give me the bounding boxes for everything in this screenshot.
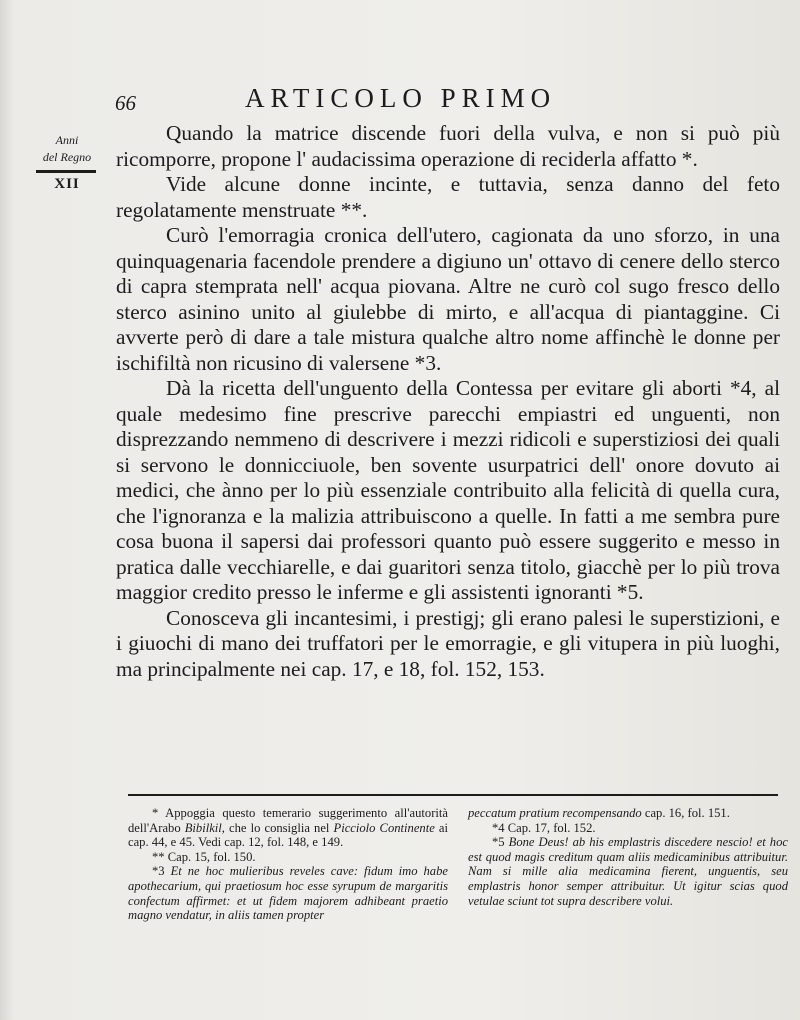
footnote-3-continued: peccatum pratium recompensando cap. 16, fol. 151. bbox=[468, 806, 730, 820]
paragraph: Conosceva gli incantesimi, i prestigj; gli erano palesi le superstizioni, e i giuochi di mano dei truffatori per le emorragie, e gli vitupera in più luoghi, ma principalmente nei cap. 17, e 18, fol. 152, 153. bbox=[116, 605, 780, 681]
footnote-5: *5 Bone Deus! ab his emplastris discedere nescio! et hoc est quod magis creditum quam aliis medicaminibus attribuitur. Nam si mille alia medicamina fierent, unguentis, seu emplastris honor semper attribuitur. Ut igitur scias quod vetulae sciunt tot supra describere volui. bbox=[468, 835, 788, 908]
footnote-2: ** Cap. 15, fol. 150. bbox=[152, 849, 256, 864]
margin-note-line-2: del Regno bbox=[42, 150, 92, 164]
main-text bbox=[116, 121, 780, 682]
paragraph: Dà la ricetta dell'unguento della Contessa per evitare gli aborti *4, al quale medesimo fine prescrive parecchi empiastri ed unguenti, non disprezzando nemmeno di descrivere i mezzi ridicoli e superstiziosi dei quali si servono le donnicciuole, ben sovente usurpatrici dell' onore dovuto ai medici, che ànno per lo più essenziale contribuito alla felicità di quella cura, che l'ignoranza e la malizia attribuiscono a quelle. In fatti a me sembra pure cosa buona il sapersi dai professori quanto può essere suggerito e messo in pratica dalle vecchiarelle, e dai guaritori senza titolo, giacchè per lo più trova maggior credito presso le inferme e gli assistenti ignoranti *5. bbox=[116, 376, 780, 604]
footnote-4: *4 Cap. 17, fol. 152. bbox=[492, 820, 596, 835]
running-head: ARTICOLO PRIMO bbox=[245, 83, 557, 113]
page-header bbox=[0, 83, 800, 119]
footnote-1: * Appoggia questo temerario suggerimento all'autorità dell'Arabo Bibilkil, che lo consiglia nel Picciolo Continente ai cap. 44, e 45. Vedi cap. 12, fol. 148, e 149. bbox=[128, 806, 448, 850]
paragraph: Curò l'emorragia cronica dell'utero, cagionata da uno sforzo, in una quinquagenaria facendole prendere a digiuno un' ottavo di cenere dello sterco di capra stemprata nell' acqua piovana. Altre ne curò col sugo fresco dello sterco asinino unito al giulebbe di mirto, e all'acqua di piantaggine. Ci avverte però di dare a tale mistura qualche altro nome affinchè le donne per ischifiltà non ricusino di valersene *3. bbox=[116, 223, 780, 375]
page-number: 66 bbox=[115, 91, 136, 115]
margin-rule bbox=[36, 170, 96, 173]
margin-year-numeral: XII bbox=[54, 176, 80, 192]
footnotes bbox=[128, 806, 788, 923]
margin-note-line-1: Anni bbox=[55, 133, 79, 147]
footnote-divider bbox=[128, 794, 778, 796]
footnotes-right-column bbox=[468, 806, 788, 923]
margin-note bbox=[28, 132, 106, 193]
footnotes-left-column bbox=[128, 806, 448, 923]
footnote-3: *3 Et ne hoc mulieribus reveles cave: fidum imo habe apothecarium, qui praetiosum hoc esse syrupum de margaritis confectum affirmet: et ut fidem majorem adhibeant praetio magno vendatur, in aliis tamen propter bbox=[128, 864, 448, 923]
paragraph: Quando la matrice discende fuori della vulva, e non si può più ricomporre, propone l' audacissima operazione di reciderla affatto *. bbox=[116, 121, 780, 171]
paragraph: Vide alcune donne incinte, e tuttavia, senza danno del feto regolatamente menstruate **. bbox=[116, 172, 780, 222]
